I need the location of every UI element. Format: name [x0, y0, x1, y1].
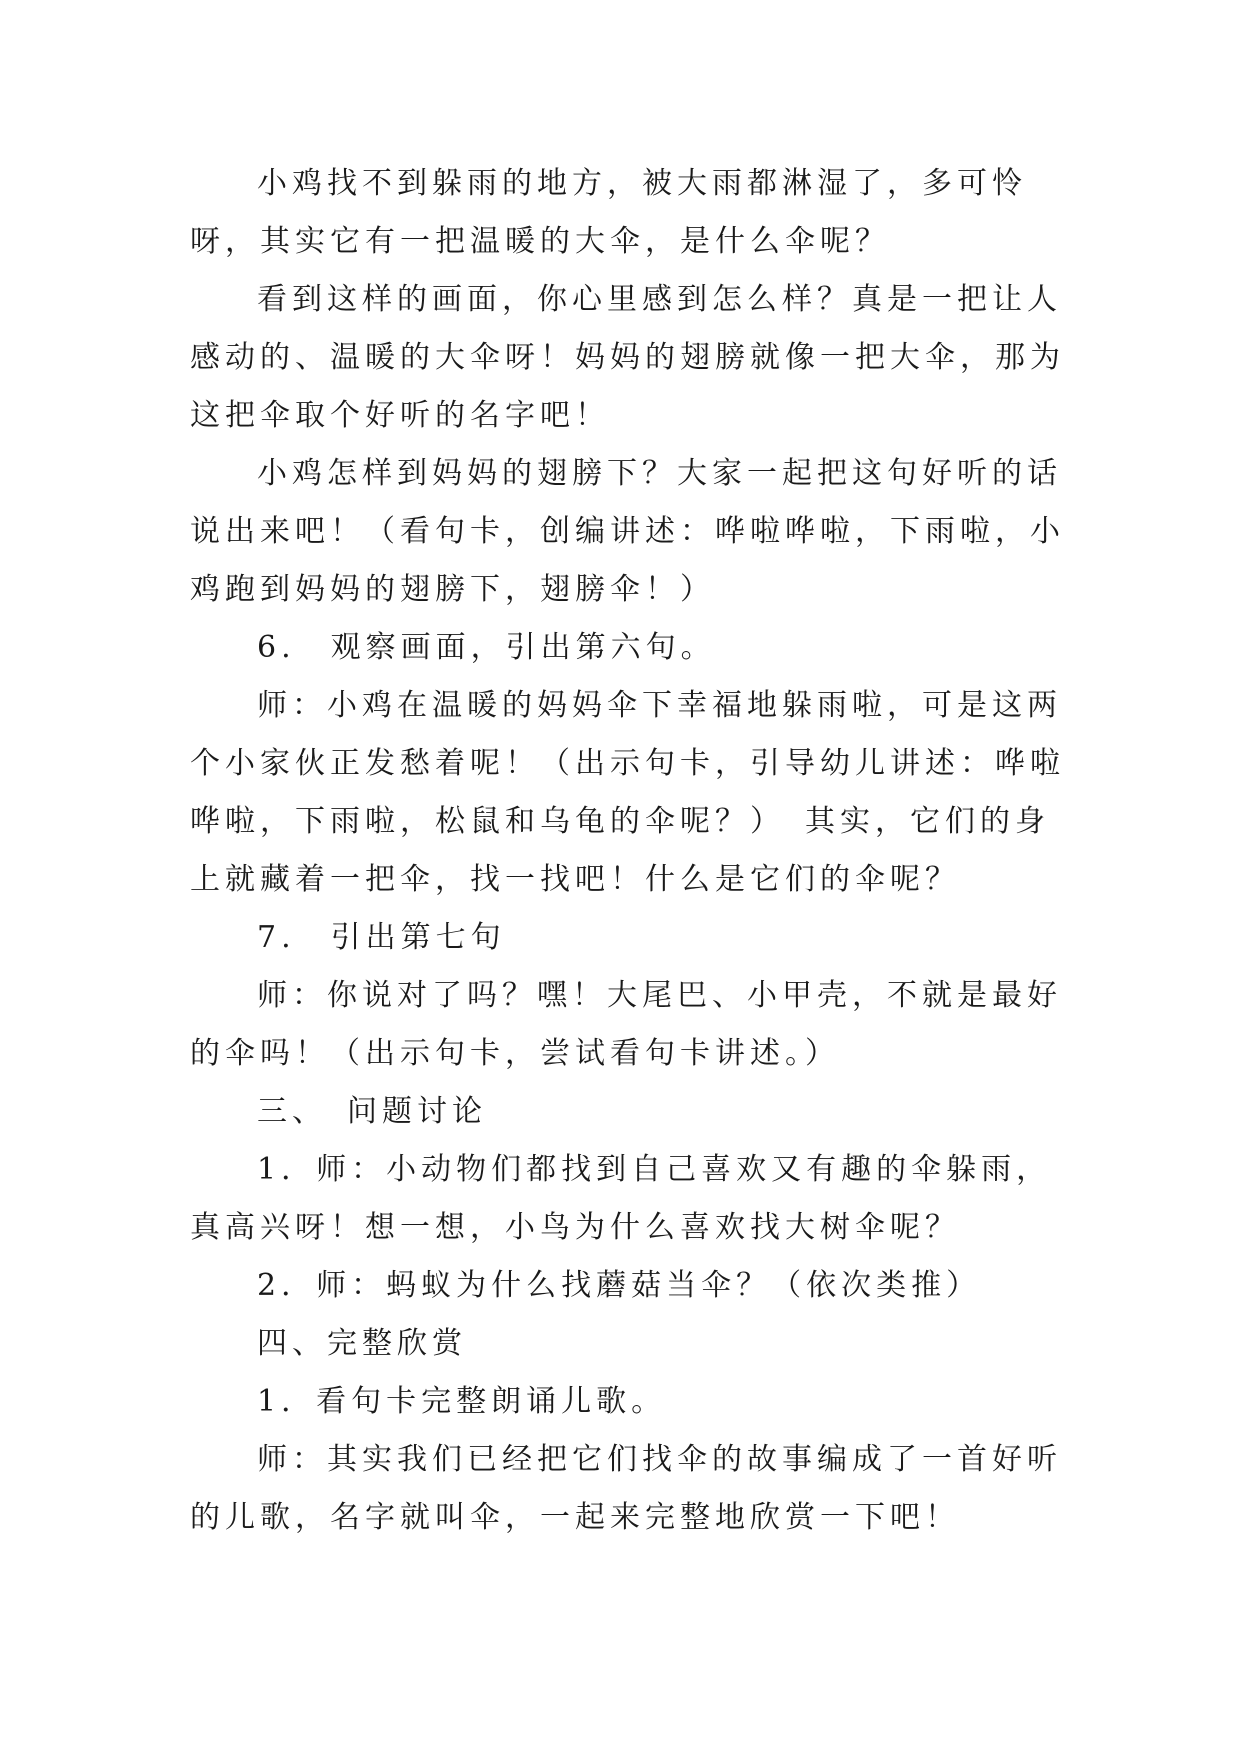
appreciation-item-1: 1．看句卡完整朗诵儿歌。: [257, 1384, 667, 1419]
paragraph-tail-shell: 师：你说对了吗？嘿！大尾巴、小甲壳，不就是最好的伞吗！（出示句卡，尝试看句卡讲述。）: [190, 978, 1062, 1071]
section-4-heading: 四、完整欣赏: [257, 1326, 467, 1361]
section-3-heading: 三、 问题讨论: [257, 1094, 487, 1129]
step-6-heading: 6. 观察画面，引出第六句。: [257, 630, 716, 665]
document-page: [190, 155, 1070, 1547]
paragraph-wing-umbrella: 看到这样的画面，你心里感到怎么样？真是一把让人感动的、温暖的大伞呀！妈妈的翅膀就像一把大伞，那为这把伞取个好听的名字吧！: [190, 282, 1065, 433]
discussion-item-1: 1．师：小动物们都找到自己喜欢又有趣的伞躲雨，真高兴呀！想一想，小鸟为什么喜欢找大树伞呢？: [190, 1152, 1052, 1245]
paragraph-closing: 师：其实我们已经把它们找伞的故事编成了一首好听的儿歌，名字就叫伞，一起来完整地欣赏一下吧！: [190, 1442, 1062, 1535]
step-7-heading: 7. 引出第七句: [257, 920, 506, 955]
paragraph-chick-sentence: 小鸡怎样到妈妈的翅膀下？大家一起把这句好听的话说出来吧！（看句卡，创编讲述：哗啦哗啦，下雨啦，小鸡跑到妈妈的翅膀下，翅膀伞！）: [190, 456, 1065, 607]
paragraph-squirrel-turtle: 师：小鸡在温暖的妈妈伞下幸福地躲雨啦，可是这两个小家伙正发愁着呢！（出示句卡，引导幼儿讲述：哗啦哗啦，下雨啦，松鼠和乌龟的伞呢？） 其实，它们的身上就藏着一把伞，找一找吧！什么是它们的伞呢？: [190, 688, 1065, 897]
paragraph-chick-rain: 小鸡找不到躲雨的地方，被大雨都淋湿了，多可怜呀，其实它有一把温暖的大伞，是什么伞呢？: [190, 166, 1027, 259]
discussion-item-2: 2．师：蚂蚁为什么找蘑菇当伞？（依次类推）: [257, 1268, 982, 1303]
